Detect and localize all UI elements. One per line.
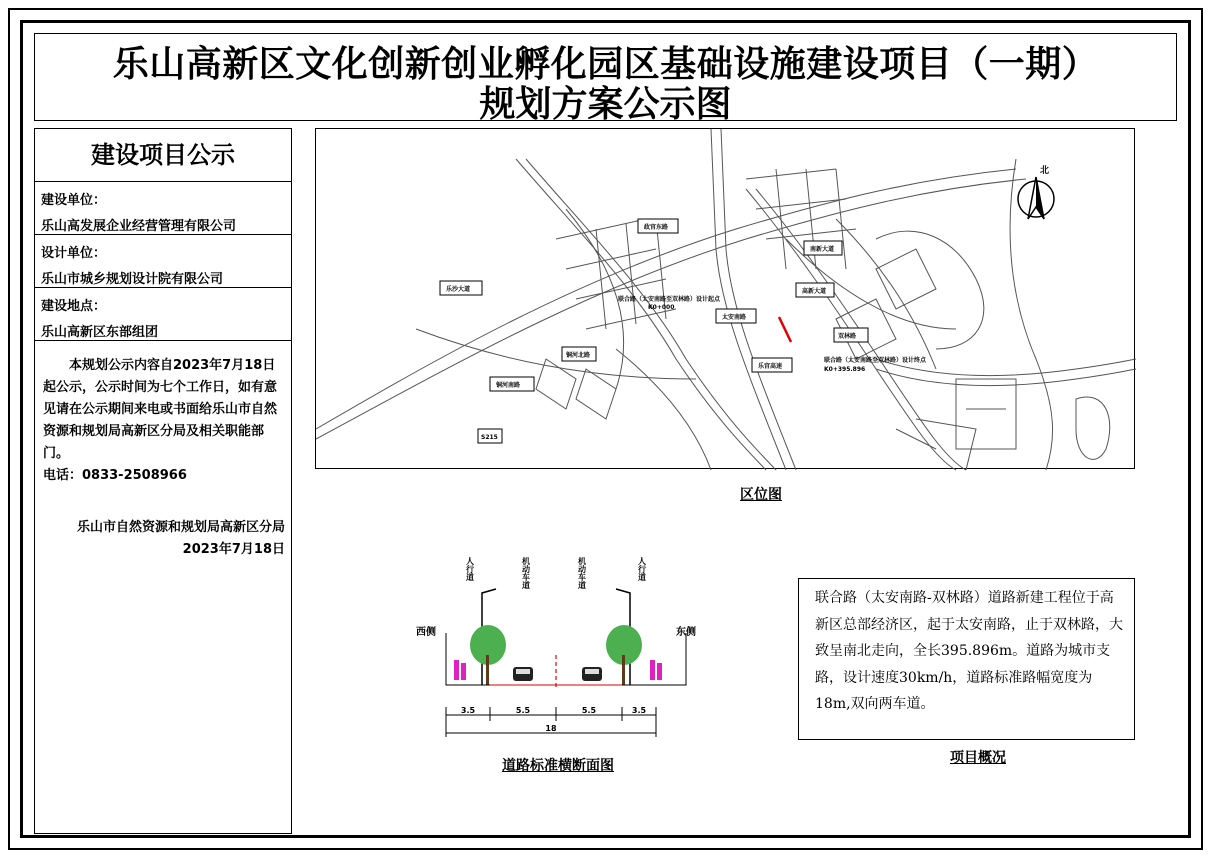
- label-sidewalk-west: 人行道: [465, 557, 475, 581]
- notice-text: 本规划公示内容自2023年7月18日起公示，公示时间为七个工作日，如有意见请在公示期间来电或书面给乐山市自然资源和规划局高新区分局及相关职能部门。: [43, 358, 278, 461]
- road-labels: [440, 219, 927, 443]
- project-route: [779, 317, 791, 342]
- designer-value: 乐山市城乡规划设计院有限公司: [41, 272, 224, 287]
- road-label-nanxin: 南新大道: [810, 246, 835, 253]
- road-label-tongheN: 铜河北路: [566, 352, 591, 359]
- page-subtitle: 规划方案公示图: [479, 84, 732, 125]
- tree-west: [470, 625, 506, 685]
- location-label: 建设地点：: [41, 299, 107, 314]
- road-label-gaoxin: 高新大道: [802, 288, 827, 295]
- label-motor-east: 机动车道: [577, 557, 587, 589]
- road-label-leisha: 乐沙大道: [446, 286, 471, 293]
- location-value: 乐山高新区东部组团: [41, 325, 159, 340]
- overview-caption: 项目概况: [950, 750, 1006, 766]
- end-point-label: 联合路（太安南路至双林路）设计终点: [824, 357, 927, 364]
- dim-2: 5.5: [515, 706, 531, 715]
- label-motor-west: 机动车道: [521, 557, 531, 589]
- dim-3: 5.5: [581, 706, 597, 715]
- road-label-zhengong: 政官东路: [644, 224, 669, 231]
- start-station: K0+000: [648, 304, 675, 311]
- start-point-label: 联合路（太安南路至双林路）设计起点: [618, 296, 721, 303]
- dim-total: 18: [545, 724, 557, 733]
- signer: 乐山市自然资源和规划局高新区分局: [76, 520, 285, 535]
- builder-value: 乐山高发展企业经营管理有限公司: [41, 219, 237, 234]
- contact-phone: 电话：0833-2508966: [43, 468, 187, 483]
- north-label: 北: [1040, 166, 1050, 176]
- designer-row: [35, 235, 291, 288]
- road-label-shuanglin: 双林路: [838, 333, 857, 340]
- pedestrians-west: [454, 660, 466, 680]
- project-notice-panel: [34, 128, 292, 834]
- label-sidewalk-east: 人行道: [637, 557, 647, 581]
- end-station: K0+395.896: [824, 366, 866, 373]
- road-label-legong: 乐宫高速: [758, 363, 783, 370]
- label-east: 东侧: [676, 627, 696, 638]
- notice-block: [35, 341, 291, 487]
- map-svg: [316, 129, 1136, 470]
- project-overview-box: [798, 578, 1135, 740]
- road-label-taian: 太安南路: [722, 314, 747, 321]
- tree-east: [606, 625, 642, 685]
- builder-label: 建设单位：: [41, 193, 107, 208]
- title-block: [34, 33, 1177, 125]
- car-west: [513, 667, 533, 681]
- builder-row: [35, 182, 291, 235]
- label-west: 西侧: [416, 627, 436, 638]
- map-caption: 区位图: [740, 487, 782, 503]
- north-arrow: [1018, 164, 1054, 219]
- location-map: [315, 128, 1135, 469]
- designer-label: 设计单位：: [41, 246, 107, 261]
- overview-text: 联合路（太安南路-双林路）道路新建工程位于高新区总部经济区，起于太安南路，止于双林路，大致呈南北走向，全长395.896m。道路为城市支路，设计速度30km/h，道路标准路幅宽度为18m,双向两车道。: [815, 590, 1123, 712]
- car-east: [582, 667, 602, 681]
- panel-heading: 建设项目公示: [35, 129, 291, 182]
- road-label-s215: S215: [481, 434, 498, 441]
- road-label-tongheS: 铜河南路: [496, 382, 521, 389]
- pedestrians-east: [650, 660, 662, 680]
- page-title: 乐山高新区文化创新创业孵化园区基础设施建设项目（一期）: [112, 44, 1099, 85]
- section-caption: 道路标准横断面图: [502, 758, 614, 774]
- dim-4: 3.5: [631, 706, 647, 715]
- location-row: [35, 288, 291, 341]
- cross-section-diagram: [410, 545, 696, 745]
- dim-1: 3.5: [460, 706, 476, 715]
- sign-date: 2023年7月18日: [182, 542, 285, 557]
